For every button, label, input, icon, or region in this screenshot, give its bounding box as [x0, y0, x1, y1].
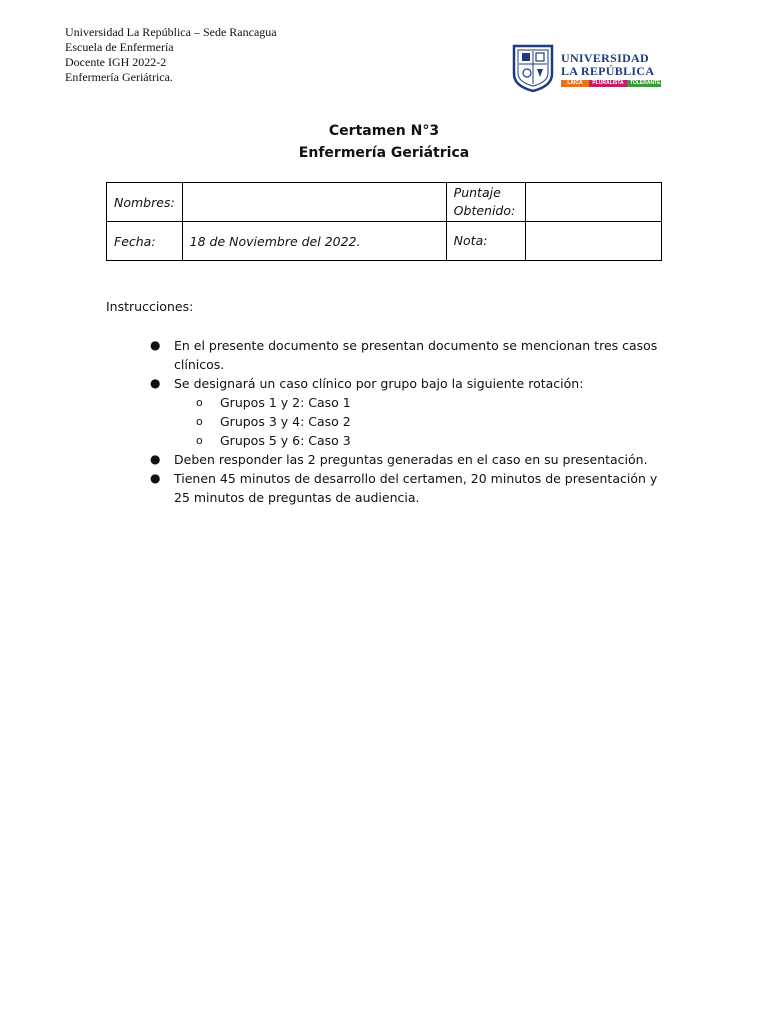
table-row — [107, 222, 662, 261]
circle-bullet-icon: o — [196, 396, 203, 409]
names-label: Nombres: — [107, 183, 183, 222]
circle-bullet-icon: o — [196, 434, 203, 447]
list-item — [174, 431, 668, 450]
table-row — [107, 183, 662, 222]
logo-line-2: LA REPÚBLICA — [561, 64, 655, 78]
names-field[interactable] — [182, 183, 446, 222]
university-logo — [512, 44, 662, 94]
header-teacher: Docente IGH 2022-2 — [65, 55, 167, 69]
rotation-text: Grupos 1 y 2: Caso 1 — [220, 395, 351, 410]
instruction-text: Tienen 45 minutos de desarrollo del certamen, 20 minutos de presentación y 25 minutos de preguntas de audiencia. — [174, 471, 658, 505]
header-school: Escuela de Enfermería — [65, 40, 174, 54]
list-item — [148, 450, 668, 469]
instruction-text: En el presente documento se presentan documento se mencionan tres casos clínicos. — [174, 338, 658, 372]
circle-bullet-icon: o — [196, 415, 203, 428]
list-item — [174, 412, 668, 431]
student-info-table — [106, 182, 662, 261]
logo-tag-laica: LAICA — [561, 80, 589, 87]
logo-wordmark — [561, 52, 654, 78]
exam-subtitle: Enfermería Geriátrica — [298, 145, 470, 161]
bullet-icon: ● — [150, 376, 161, 390]
instruction-text: Deben responder las 2 preguntas generadas en el caso en su presentación. — [174, 452, 648, 467]
bullet-icon: ● — [150, 452, 161, 466]
instructions-heading: Instrucciones: — [106, 299, 194, 314]
list-item — [148, 336, 668, 374]
logo-tag-pluralista: PLURALISTA — [589, 80, 627, 87]
list-item — [148, 469, 668, 507]
grade-field[interactable] — [525, 222, 661, 261]
date-label: Fecha: — [107, 222, 183, 261]
bullet-icon: ● — [150, 338, 161, 352]
instructions-list — [148, 336, 668, 507]
header-institution: Universidad La República – Sede Rancagua — [65, 25, 277, 39]
list-item — [148, 374, 668, 450]
list-item — [174, 393, 668, 412]
rotation-text: Grupos 5 y 6: Caso 3 — [220, 433, 351, 448]
grade-label: Nota: — [446, 222, 525, 261]
document-header — [65, 25, 277, 85]
logo-tag-tolerante: TOLERANTE — [627, 80, 661, 87]
instruction-text: Se designará un caso clínico por grupo bajo la siguiente rotación: — [174, 376, 584, 391]
university-crest-icon — [512, 44, 554, 92]
header-course: Enfermería Geriátrica. — [65, 70, 173, 84]
rotation-text: Grupos 3 y 4: Caso 2 — [220, 414, 351, 429]
date-value: 18 de Noviembre del 2022. — [182, 222, 446, 261]
logo-tagline-bar — [561, 80, 661, 87]
rotation-sublist — [174, 393, 668, 450]
score-label: Puntaje Obtenido: — [446, 183, 525, 222]
score-field[interactable] — [525, 183, 661, 222]
bullet-icon: ● — [150, 471, 161, 485]
logo-line-1: UNIVERSIDAD — [561, 51, 649, 65]
exam-title: Certamen N°3 — [328, 123, 440, 139]
